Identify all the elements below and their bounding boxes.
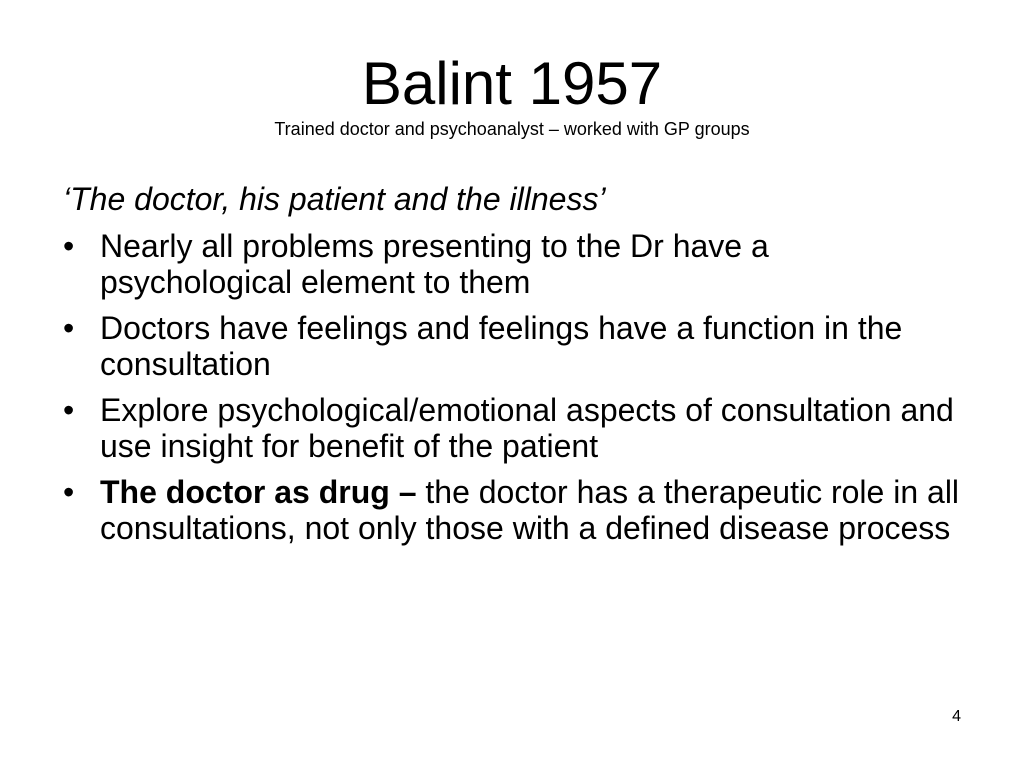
slide-content — [63, 180, 963, 546]
page-number: 4 — [952, 708, 961, 725]
quote-heading: ‘The doctor, his patient and the illness’ — [63, 181, 606, 217]
bullet-item — [63, 392, 963, 464]
bullet-text: Nearly all problems presenting to the Dr have a psychological element to them — [100, 228, 769, 300]
title-block — [0, 50, 1024, 140]
bullet-dot: • — [63, 474, 75, 510]
bullet-list — [63, 228, 963, 546]
bullet-item — [63, 474, 963, 546]
bullet-dot: • — [63, 310, 75, 346]
bullet-text: Doctors have feelings and feelings have a function in the consultation — [100, 310, 903, 382]
slide-subtitle: Trained doctor and psychoanalyst – worked with GP groups — [274, 119, 750, 139]
bullet-item — [63, 310, 963, 382]
slide-title: Balint 1957 — [361, 50, 663, 117]
bullet-bold-lead: The doctor as drug – — [100, 474, 417, 510]
bullet-text: Explore psychological/emotional aspects of consultation and use insight for benefit of the patient — [100, 392, 954, 464]
bullet-dot: • — [63, 392, 75, 428]
bullet-text: the doctor has a therapeutic role in all consultations, not only those with a defined disease process — [100, 474, 960, 546]
bullet-item — [63, 228, 963, 300]
bullet-dot: • — [63, 228, 75, 264]
